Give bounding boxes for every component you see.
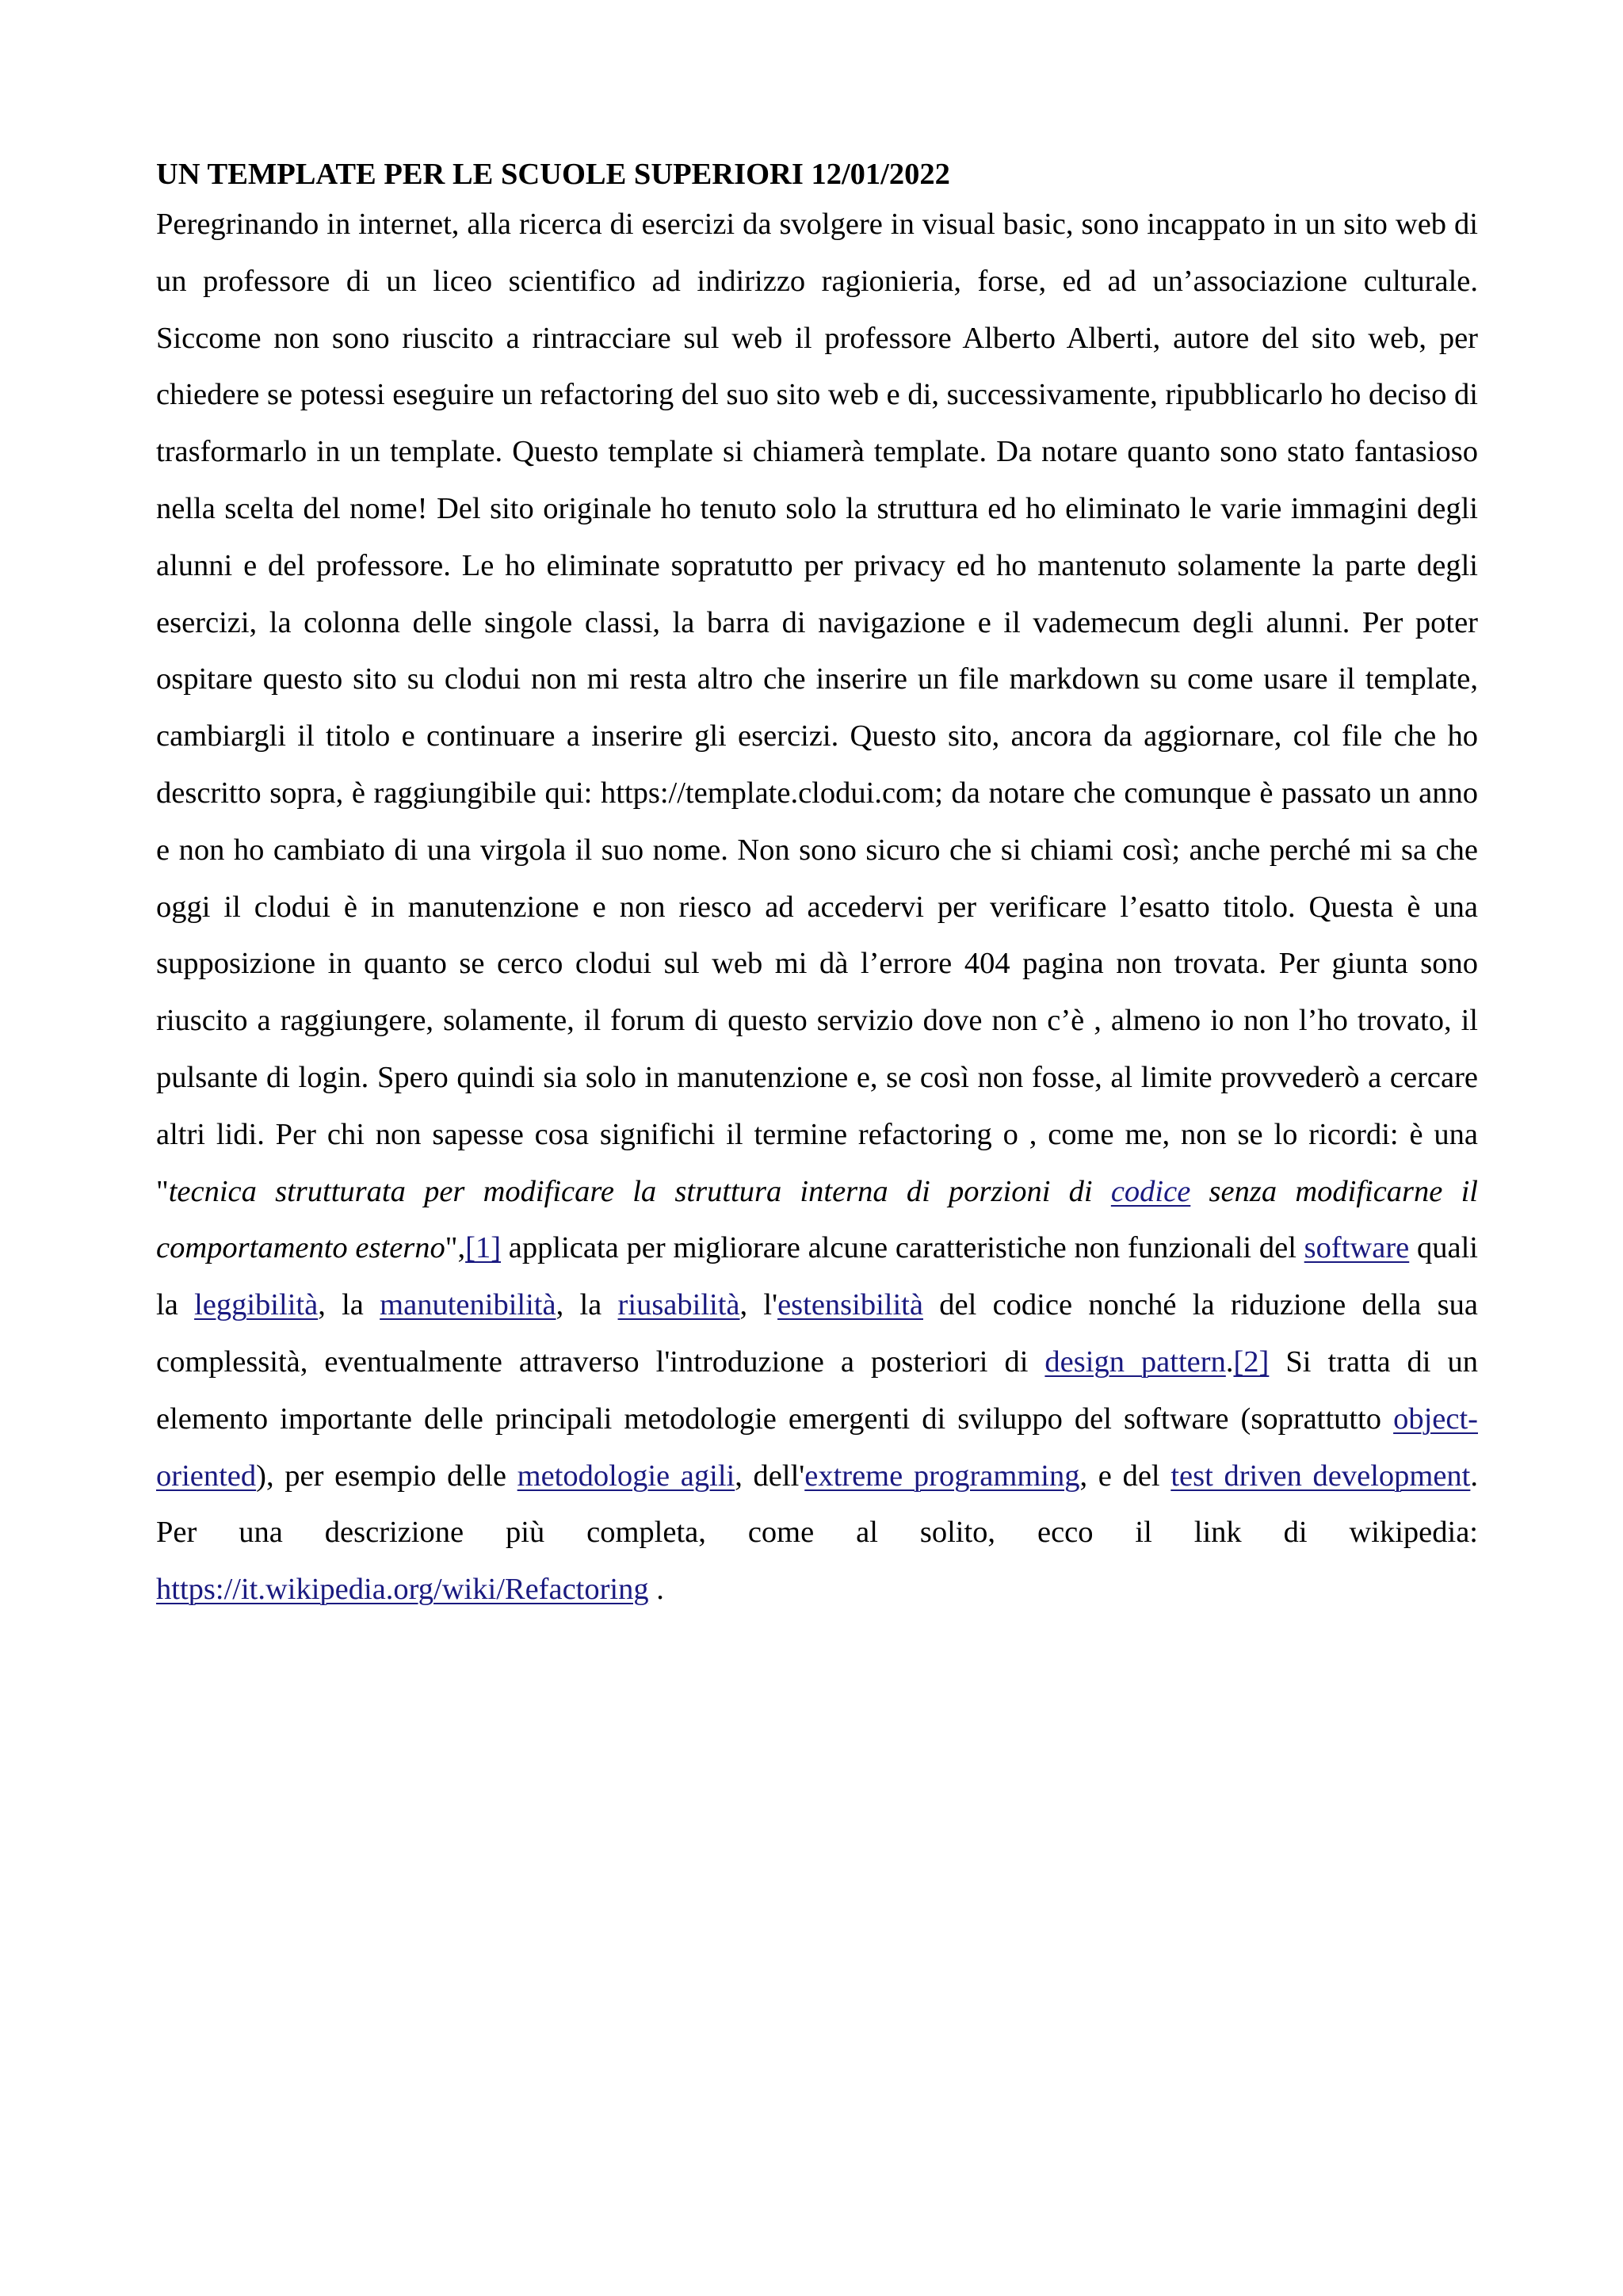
link-test-driven-development[interactable]: test driven development <box>1170 1459 1471 1493</box>
link-riusabilita[interactable]: riusabilità <box>617 1288 740 1322</box>
document-content <box>156 152 1478 1619</box>
body-text: , e del <box>1079 1459 1171 1493</box>
document-title: UN TEMPLATE PER LE SCUOLE SUPERIORI 12/01/2022 <box>156 158 950 191</box>
link-codice[interactable]: codice <box>1110 1174 1191 1208</box>
body-text: ), per esempio delle <box>256 1459 517 1493</box>
body-text: , dell' <box>735 1459 805 1493</box>
reference-link-1[interactable]: [1] <box>465 1231 502 1265</box>
link-software[interactable]: software <box>1304 1231 1410 1265</box>
link-extreme-programming[interactable]: extreme programming <box>804 1459 1080 1493</box>
body-text: . Per una descrizione più completa, come al solito, ecco il link di wikipedia: <box>156 1459 1478 1550</box>
link-wikipedia-refactoring[interactable]: https://it.wikipedia.org/wiki/Refactoring <box>156 1573 649 1607</box>
link-design-pattern[interactable]: design pattern <box>1044 1344 1226 1379</box>
quote-text: tecnica strutturata per modificare la struttura interna di porzioni di <box>168 1174 1111 1208</box>
link-estensibilita[interactable]: estensibilità <box>777 1288 923 1322</box>
body-text: applicata per migliorare alcune caratteristiche non funzionali del <box>501 1231 1304 1265</box>
body-text: del codice nonché la riduzione della sua complessità, eventualmente attraverso l'introduzione a posteriori di <box>156 1288 1478 1379</box>
link-leggibilita[interactable]: leggibilità <box>194 1288 319 1322</box>
body-text: , la <box>556 1288 618 1322</box>
body-text: Si tratta di un elemento importante delle principali metodologie emergenti di sviluppo del software (soprattutto <box>156 1344 1478 1436</box>
body-text: , la <box>318 1288 380 1322</box>
body-text: Peregrinando in internet, alla ricerca di esercizi da svolgere in visual basic, sono incappato in un sito web di un professore di un liceo scientifico ad indirizzo ragionieria, forse, ed ad un’associazione culturale. Siccome non sono riuscito a rintracciare sul web il professore Alberto Alberti, autore del sito web, per chiedere se potessi eseguire un refactoring del suo sito web e di, successivamente, ripubblicarlo ho deciso di trasformarlo in un template. Questo template si chiamerà template. Da notare quanto sono stato fantasioso nella scelta del nome! Del sito originale ho tenuto solo la struttura ed ho eliminato le varie immagini degli alunni e del professore. Le ho eliminate sopratutto per privacy ed ho mantenuto solamente la parte degli esercizi, la colonna delle singole classi, la barra di navigazione e il vademecum degli alunni. Per poter ospitare questo sito su clodui non mi resta altro che inserire un file markdown su come usare il template, cambiargli il titolo e continuare a inserire gli esercizi. Questo sito, ancora da aggiornare, col file che ho descritto sopra, è raggiungibile qui: https://template.clodui.com; da notare che comunque è passato un anno e non ho cambiato di una virgola il suo nome. Non sono sicuro che si chiami così; anche perché mi sa che oggi il clodui è in manutenzione e non riesco ad accedervi per verificare l’esatto titolo. Questa è una supposizione in quanto se cerco clodui sul web mi dà l’errore 404 pagina non trovata. Per giunta sono riuscito a raggiungere, solamente, il forum di questo servizio dove non c’è , almeno io non l’ho trovato, il pulsante di login. Spero quindi sia solo in manutenzione e, se così non fosse, al limite provvederò a cercare altri lidi. Per chi non sapesse cosa significhi il termine refactoring o , come me, non se lo ricordi: è una " <box>156 208 1478 1208</box>
body-text: ", <box>445 1231 466 1265</box>
link-object-oriented[interactable]: object-oriented <box>156 1402 1478 1493</box>
body-paragraph <box>156 196 1478 1619</box>
body-text: . <box>648 1573 664 1607</box>
body-text: . <box>1225 1344 1234 1379</box>
reference-link-2[interactable]: [2] <box>1233 1344 1270 1379</box>
body-text: quali la <box>156 1231 1478 1322</box>
body-text: , l' <box>739 1288 778 1322</box>
quote-text: senza modificarne il comportamento esterno <box>156 1174 1478 1265</box>
link-manutenibilita[interactable]: manutenibilità <box>380 1288 556 1322</box>
link-metodologie-agili[interactable]: metodologie agili <box>517 1459 735 1493</box>
